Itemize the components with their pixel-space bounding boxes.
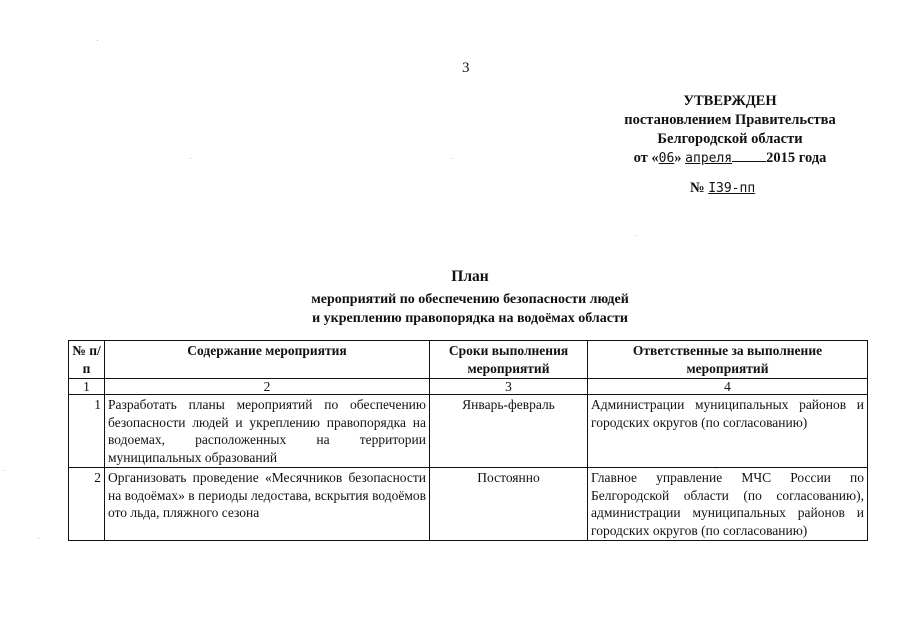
column-number: 2 [105,379,430,395]
approval-line-1: постановлением Правительства [624,112,836,128]
approval-date [600,149,860,168]
approval-line-2: Белгородской области [657,131,803,147]
header-terms: Сроки выполнения мероприятий [430,341,588,379]
row-responsible: Главное управление МЧС России по Белгородской области (по согласованию), администрации муниципальных районов и городских округов (по согласованию) [588,468,868,541]
row-terms: Постоянно [430,468,588,541]
table-row [69,395,868,468]
column-number: 3 [430,379,588,395]
scan-speck [190,158,191,159]
scan-speck [38,538,39,539]
row-number: 2 [69,468,105,541]
scan-speck [452,158,453,159]
approval-date-month: апреля [685,151,733,166]
row-number: 1 [69,395,105,468]
approval-date-suffix: 2015 года [766,150,827,166]
column-number: 1 [69,379,105,395]
scan-speck [716,468,717,469]
approval-title: УТВЕРЖДЕН [683,93,777,109]
header-content: Содержание мероприятия [105,341,430,379]
row-terms: Январь-февраль [430,395,588,468]
plan-subtitle-line-2: и укреплению правопорядка на водоёмах области [312,311,628,326]
column-number-row [69,379,868,395]
approval-date-mid: » [674,150,682,166]
approval-number [690,180,755,197]
approval-date-blank [732,149,766,162]
plan-subtitle [0,290,905,328]
approval-number-prefix: № [690,180,705,196]
row-responsible: Администрации муниципальных районов и городских округов (по согласованию) [588,395,868,468]
approval-number-value: I39-пп [708,181,756,196]
column-number: 4 [588,379,868,395]
plan-subtitle-line-1: мероприятий по обеспечению безопасности людей [311,292,629,307]
row-content: Организовать проведение «Месячников безопасности на водоёмах» в периоды ледостава, вскрытия водоёмов ото льда, пляжного сезона [105,468,430,541]
scan-speck [636,235,637,236]
table-header-row [69,341,868,379]
header-num: № п/п [69,341,105,379]
scan-speck [4,470,5,471]
header-responsible: Ответственные за выполнение мероприятий [588,341,868,379]
plan-title: План [451,268,489,285]
page-number: 3 [462,60,470,76]
approval-date-day: 06 [658,151,675,166]
plan-table [68,340,868,541]
scan-speck [97,40,98,41]
row-content: Разработать планы мероприятий по обеспечению безопасности людей и укреплению правопорядка на водоемах, расположенных на территории муниципальных образований [105,395,430,468]
approval-stamp [600,92,860,168]
approval-date-prefix: от « [633,150,659,166]
table-row [69,468,868,541]
